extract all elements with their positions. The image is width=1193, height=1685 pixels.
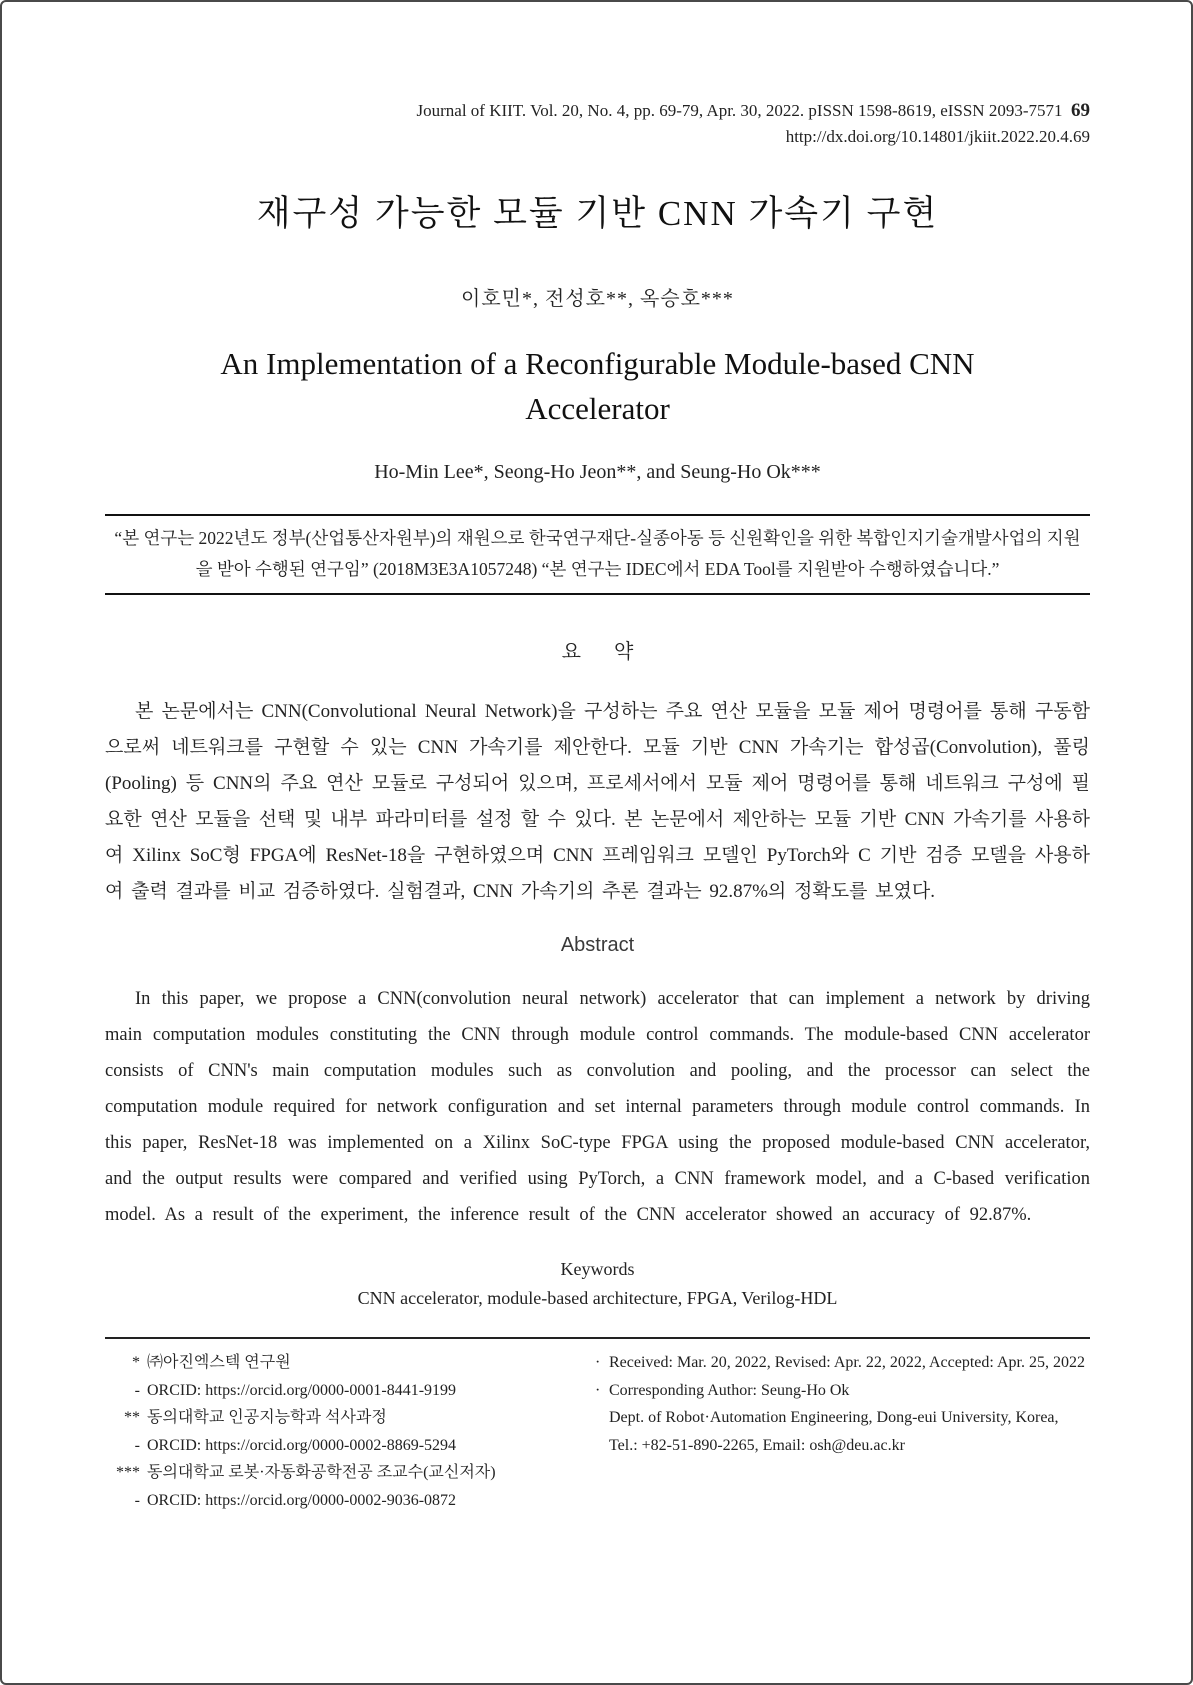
footnote-block bbox=[105, 1337, 1090, 1514]
footnote-bullet: · bbox=[595, 1354, 601, 1371]
footnote-orcid-text: ORCID: https://orcid.org/0000-0002-9036-0872 bbox=[147, 1491, 457, 1509]
footnote-marker: * bbox=[132, 1354, 140, 1371]
footnote-text: 동의대학교 로봇·자동화공학전공 조교수(교신저자) bbox=[147, 1464, 496, 1481]
english-abstract-text: In this paper, we propose a CNN(convolution neural network) accelerator that can implement a network by driving main computation modules constituting the CNN through module control commands. The module-based CNN accelerator consists of CNN's main computation modules such as convolution and pooling, and the processor can select the computation module required for network configuration and set internal parameters through module control commands. In this paper, ResNet-18 was implemented on a Xilinx SoC-type FPGA using the proposed module-based CNN accelerator, and the output results were compared and verified using PyTorch, a CNN framework model, and a C-based verification model. As a result of the experiment, the inference result of the CNN accelerator showed an accuracy of 92.87%. bbox=[105, 989, 1090, 1225]
footnote-text: 동의대학교 인공지능학과 석사과정 bbox=[147, 1409, 387, 1426]
footnote-marker: - bbox=[134, 1491, 140, 1509]
footnote-bullet: · bbox=[595, 1381, 601, 1399]
footnote-marker: *** bbox=[116, 1464, 140, 1481]
footnote-row bbox=[105, 1459, 583, 1487]
paper-authors-korean: 이호민*, 전성호**, 옥승호*** bbox=[461, 288, 734, 310]
page-number: 69 bbox=[1071, 100, 1090, 121]
footnote-department: Dept. of Robot·Automation Engineering, Dong-eui University, Korea, bbox=[609, 1409, 1059, 1426]
korean-abstract-heading: 요 약 bbox=[561, 641, 648, 663]
paper-title-korean: 재구성 가능한 모듈 기반 CNN 가속기 구현 bbox=[256, 194, 939, 233]
footnote-row bbox=[105, 1487, 583, 1515]
footnote-row bbox=[595, 1377, 1090, 1405]
keywords-heading: Keywords bbox=[560, 1259, 635, 1279]
doi-line: http://dx.doi.org/10.14801/jkiit.2022.20.4.69 bbox=[785, 127, 1090, 146]
english-abstract-heading: Abstract bbox=[560, 934, 635, 956]
footnote-row bbox=[105, 1432, 583, 1460]
footnote-row bbox=[595, 1404, 1090, 1432]
footnote-row bbox=[595, 1432, 1090, 1460]
footnote-corresponding-author: Corresponding Author: Seung-Ho Ok bbox=[609, 1381, 850, 1399]
footnote-marker: ** bbox=[124, 1409, 140, 1426]
footnote-text: ㈜아진엑스텍 연구원 bbox=[147, 1354, 291, 1371]
footnote-bullet bbox=[595, 1432, 609, 1460]
footnote-affiliations bbox=[105, 1349, 583, 1514]
paper-content bbox=[105, 98, 1090, 1514]
footnote-row bbox=[105, 1404, 583, 1432]
footnote-bullet bbox=[595, 1404, 609, 1432]
keywords-list: CNN accelerator, module-based architecture, FPGA, Verilog-HDL bbox=[357, 1288, 838, 1308]
footnote-row bbox=[105, 1377, 583, 1405]
paper-title-english bbox=[105, 341, 1090, 431]
footnote-row bbox=[595, 1349, 1090, 1377]
paper-title-english-line1: An Implementation of a Reconfigurable Module-based CNN bbox=[220, 346, 975, 381]
paper-title-english-line2: Accelerator bbox=[525, 391, 670, 426]
footnote-contact: Tel.: +82-51-890-2265, Email: osh@deu.ac.kr bbox=[609, 1436, 905, 1454]
footnote-orcid-text: ORCID: https://orcid.org/0000-0002-8869-5294 bbox=[147, 1436, 457, 1454]
footnote-orcid-text: ORCID: https://orcid.org/0000-0001-8441-9199 bbox=[147, 1381, 457, 1399]
footnote-row bbox=[105, 1349, 583, 1377]
journal-citation-line: Journal of KIIT. Vol. 20, No. 4, pp. 69-79, Apr. 30, 2022. pISSN 1598-8619, eISSN 2093-7571 bbox=[416, 101, 1063, 120]
journal-header bbox=[105, 98, 1090, 124]
funding-acknowledgement-note: “본 연구는 2022년도 정부(산업통산자원부)의 재원으로 한국연구재단-실종아동 등 신원확인을 위한 복합인지기술개발사업의 지원을 받아 수행된 연구임” (2018M3E3A1057248) “본 연구는 IDEC에서 EDA Tool를 지원받아 수행하였습니다.” bbox=[105, 514, 1090, 595]
korean-abstract-text: 본 논문에서는 CNN(Convolutional Neural Network)을 구성하는 주요 연산 모듈을 모듈 제어 명령어를 통해 구동함으로써 네트워크를 구현할 수 있는 CNN 가속기를 제안한다. 모듈 기반 CNN 가속기는 합성곱(Convolution), 풀링(Pooling) 등 CNN의 주요 연산 모듈로 구성되어 있으며, 프로세서에서 모듈 제어 명령어를 통해 네트워크 구성에 필요한 연산 모듈을 선택 및 내부 파라미터를 설정 할 수 있다. 본 논문에서 제안하는 모듈 기반 CNN 가속기를 사용하여 Xilinx SoC형 FPGA에 ResNet-18을 구현하였으며 CNN 프레임워크 모델인 PyTorch와 C 기반 검증 모델을 사용하여 출력 결과를 비교 검증하였다. 실험결과, CNN 가속기의 추론 결과는 92.87%의 정확도를 보였다. bbox=[105, 701, 1090, 902]
footnote-marker: - bbox=[134, 1436, 140, 1454]
paper-authors-english: Ho-Min Lee*, Seong-Ho Jeon**, and Seung-Ho Ok*** bbox=[374, 461, 821, 483]
footnote-received-dates: Received: Mar. 20, 2022, Revised: Apr. 22, 2022, Accepted: Apr. 25, 2022 bbox=[609, 1354, 1085, 1371]
footnote-dates-contact bbox=[583, 1349, 1090, 1514]
footnote-marker: - bbox=[134, 1381, 140, 1399]
